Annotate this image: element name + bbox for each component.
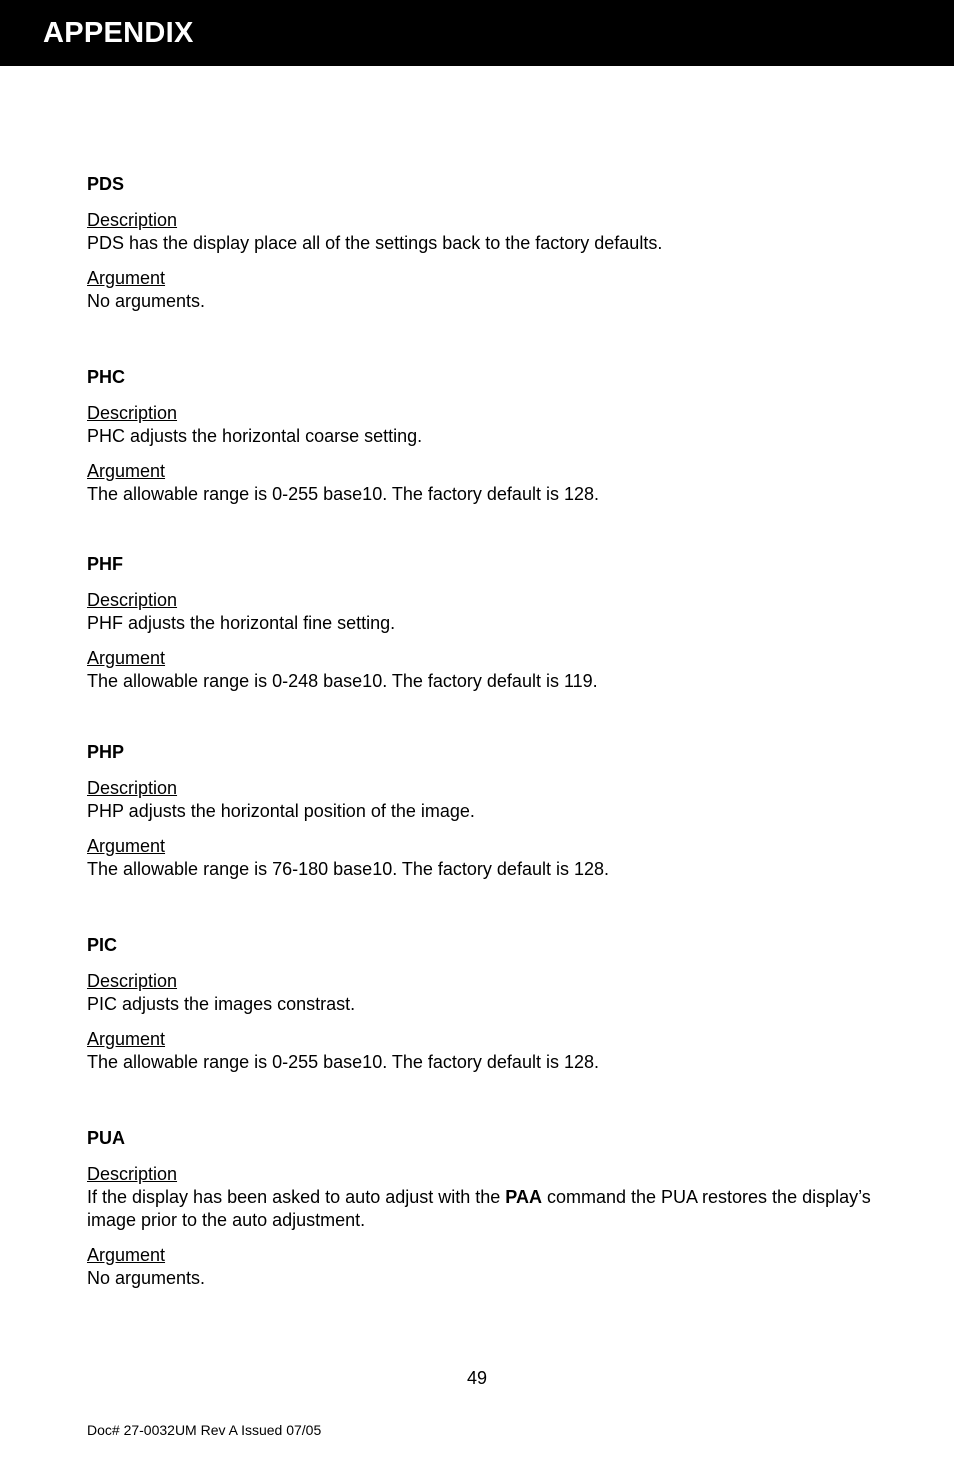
description-text: PHF adjusts the horizontal fine setting. [87,613,396,633]
argument-label: Argument [87,1245,166,1265]
paa-command-ref: PAA [505,1187,542,1207]
argument-text: No arguments. [87,291,206,311]
command-name: PDS [87,174,125,194]
argument-text: The allowable range is 0-248 base10. The factory default is 119. [87,671,598,691]
command-entry-phf [87,553,887,693]
argument-label: Argument [87,836,166,856]
description-text: PIC adjusts the images constrast. [87,994,356,1014]
argument-text: The allowable range is 76-180 base10. The factory default is 128. [87,859,609,879]
description-label: Description [87,590,178,610]
command-name: PHC [87,367,126,387]
command-entry-pic [87,934,887,1074]
description-text-end: command the PUA restores the display’s image prior to the auto adjustment. [87,1187,871,1230]
description-text: PHC adjusts the horizontal coarse setting. [87,426,423,446]
argument-label: Argument [87,1029,166,1049]
description-label: Description [87,403,178,423]
page-title: APPENDIX [43,17,194,49]
argument-label: Argument [87,461,166,481]
command-entry-pds [87,173,887,313]
argument-text: The allowable range is 0-255 base10. The factory default is 128. [87,1052,599,1072]
description-label: Description [87,1164,178,1184]
command-name: PIC [87,935,118,955]
description-text-start: If the display has been asked to auto adjust with the [87,1187,506,1207]
command-entry-php [87,741,887,881]
command-name: PHP [87,742,125,762]
description-text [87,1186,887,1232]
doc-number: Doc# 27-0032UM Rev A Issued 07/05 [87,1422,322,1438]
description-text: PHP adjusts the horizontal position of the image. [87,801,475,821]
command-name: PHF [87,554,123,574]
argument-label: Argument [87,268,166,288]
command-entry-phc [87,366,887,506]
page-number: 49 [466,1368,488,1388]
argument-text: The allowable range is 0-255 base10. The factory default is 128. [87,484,599,504]
header-bar [0,0,954,66]
description-label: Description [87,210,178,230]
description-text: PDS has the display place all of the settings back to the factory defaults. [87,233,663,253]
command-name: PUA [87,1128,126,1148]
description-label: Description [87,971,178,991]
argument-text: No arguments. [87,1268,206,1288]
description-label: Description [87,778,178,798]
argument-label: Argument [87,648,166,668]
command-entry-pua [87,1127,887,1290]
